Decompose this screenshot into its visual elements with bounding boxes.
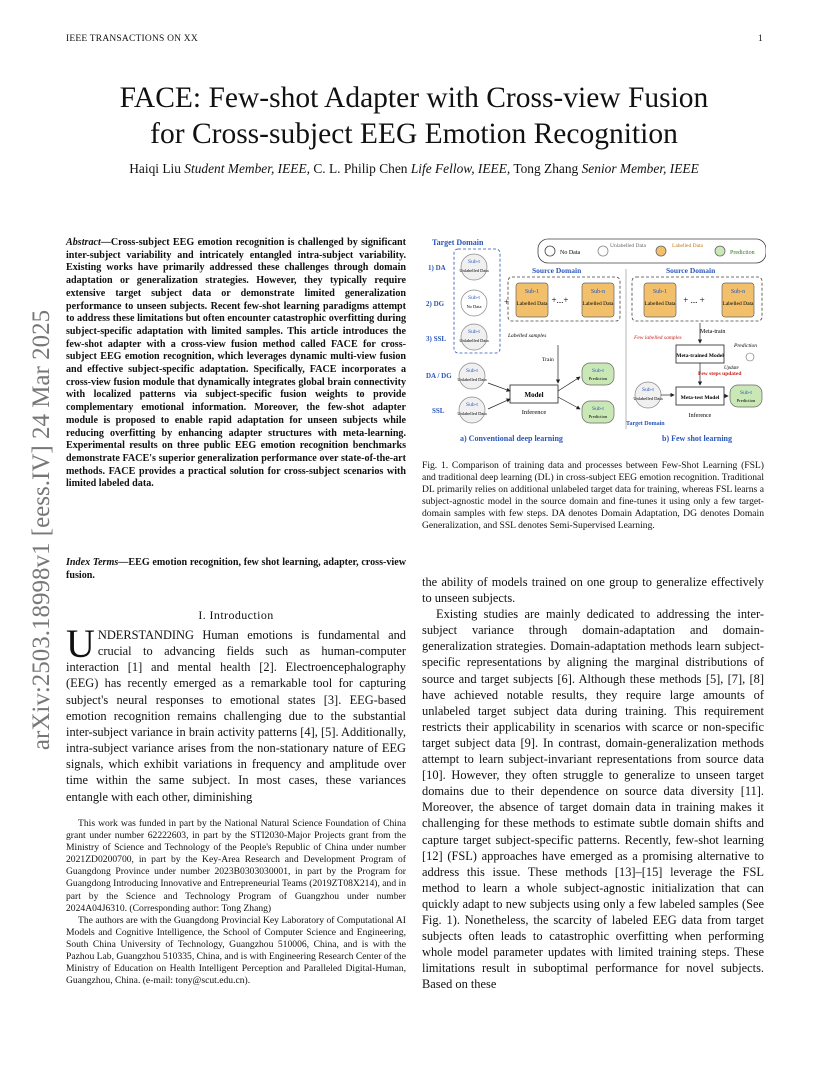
svg-text:Labelled Data: Labelled Data [582,301,614,307]
author-list: Haiqi Liu Student Member, IEEE, C. L. Philip Chen Life Fellow, IEEE, Tong Zhang Senior Member, IEEE [129,161,699,176]
svg-text:Sub-1: Sub-1 [652,289,668,295]
svg-text:Sub-t: Sub-t [740,390,752,396]
svg-text:Meta-test Model: Meta-test Model [680,395,720,401]
labelled-samples-label: Labelled samples [508,333,547,339]
svg-text:Labelled Data: Labelled Data [516,301,548,307]
target-domain-label: Target Domain [432,238,484,247]
legend-no-data: No Data [560,250,581,256]
svg-text:DA / DG: DA / DG [426,372,452,380]
svg-text:Labelled Data: Labelled Data [644,301,676,307]
label-a: a) Conventional deep learning [460,434,563,443]
svg-text:Sub-t: Sub-t [468,259,480,265]
svg-text:Inference: Inference [688,413,712,419]
svg-text:Sub-t: Sub-t [592,368,604,374]
source-domain-b: Source Domain [666,266,716,275]
row-dg: 2) DG [426,300,445,308]
svg-text:Unlabelled Data: Unlabelled Data [459,268,489,273]
svg-text:Few steps updated: Few steps updated [698,371,742,377]
svg-text:Sub-t: Sub-t [468,329,480,335]
svg-text:+...+: +...+ [551,295,569,305]
unlabelled-icon [598,246,608,256]
legend-unlabelled: Unlabelled Data [610,243,646,249]
paper-title: FACE: Few-shot Adapter with Cross-view Fusion for Cross-subject EEG Emotion Recognition [119,82,709,150]
journal-header: IEEE TRANSACTIONS ON XX [66,34,198,44]
row-da: 1) DA [428,264,446,272]
svg-text:Prediction: Prediction [734,343,758,349]
page-number: 1 [758,34,763,44]
svg-text:Unlabelled Data: Unlabelled Data [457,377,487,382]
svg-text:Target Domain: Target Domain [626,421,665,427]
prediction-icon [715,246,725,256]
section-heading: I. Introduction [198,608,274,622]
svg-text:No Data: No Data [466,304,482,309]
svg-text:Sub-1: Sub-1 [524,289,540,295]
row-ssl: 3) SSL [426,335,447,343]
intro-paragraph: UNDERSTANDING Human emotions is fundamental and crucial to advancing fields such as human-computer interaction [1] and mental health [2]. Electroencephalography (EEG) has recently emerged as a remarkable tool for capturing subject's neural responses to emotional states [3]. EEG-based emotion recognition remains challenging due to the substantial inter-subject variance in brain activity patterns [4], [5]. Additionally, intra-subject variance arises from the non-stationary nature of EEG signals, which exhibit variations in frequency and amplitude over time within the same subject. In most cases, these variances entangle with each other, diminishing [66,621,406,804]
figure-1 [422,233,766,445]
svg-text:Model: Model [524,391,544,399]
svg-text:Sub-t: Sub-t [592,406,604,412]
svg-text:SSL: SSL [432,407,445,415]
no-data-icon [545,246,555,256]
index-terms: Index Terms—EEG emotion recognition, few shot learning, adapter, cross-view fusion. [66,557,406,581]
figure-caption: Fig. 1. Comparison of training data and processes between Few-Shot Learning (FSL) and traditional deep learning (DL) in cross-subject EEG emotion recognition. Traditional DL primarily relies on additional unlabeled target data for training, whereas FSL learns a subject-agnostic model in the source domain and fine-tunes it using only a few target-domain samples with few steps. DA denotes Domain Adaptation, DG denotes Domain Generalization, and SSL denotes Semi-Supervised Learning. [422,460,764,532]
svg-text:Labelled Data: Labelled Data [722,301,754,307]
svg-text:Update: Update [724,366,739,371]
drop-cap: U [66,621,95,666]
svg-text:Meta-train: Meta-train [700,329,726,335]
svg-text:Sub-n: Sub-n [590,289,606,295]
svg-text:Unlabelled Data: Unlabelled Data [457,411,487,416]
svg-text:Few labelled samples: Few labelled samples [634,335,682,341]
svg-text:Inference: Inference [521,409,547,416]
footnote: This work was funded in part by the National Natural Science Foundation of China grant under number 62222603, in part by the STI2030-Major Projects grant from the Ministry of Science and Technology of the People's Republic of China under number 2021ZD0200700, in part by the Key-Area Research and Development Program of Guangdong Province under number 2023B0303030001, in part by the Program for Guangdong Introducing Innovative and Entrepreneurial Teams (2019ZT08X214), and in part by the Science and Technology Program of Guangzhou under number 2024A04J6310. (Corresponding author: Tong Zhang) The authors are with the Guangdong Provincial Key Laboratory of Computational AI Models and Cognitive Intelligence, the School of Computer Science and Engineering, South China University of Technology, Guangzhou 510006, China, and is with the Pazhou Lab, Guangzhou 510335, China, and is with Engineering Research Center of the Ministry of Education on Health Intelligent Perception and Paralleled Digital-Human, Guangzhou, China. (e-mail: tony@scut.edu.cn). [66,818,406,987]
labelled-icon [656,246,666,256]
label-b: b) Few shot learning [662,434,732,443]
svg-text:+: + [504,297,510,307]
right-column-text: the ability of models trained on one group to generalize effectively to unseen subjects. Existing studies are mainly dedicated to addressing the inter-subject variance through domain-adaptation and domain-generalization strategies. Domain-adaptation methods learn subject-specific representations by aligning the marginal distributions of source and target subjects [6]. Although these methods [5], [7], [8] have achieved notable results, they require large amounts of unlabeled target subject data during training. This requirement restricts their applicability in scenarios with scarce or non-specific target subject data [9]. In contrast, domain-generalization methods attempt to learn subject-invariant representations from source data [10]. However, they often struggle to generalize to unseen target domains due to their dependence on source data diversity [11]. Moreover, the absence of target domain data in training makes it challenging for these methods to estimate subtle domain shifts and capture target subject-specific patterns. Recently, few-shot learning [12] (FSL) approaches have emerged as a promising alternative to address this issue. These methods [13]–[15] leverage the FSL method to learn a whole subject-agnostic initialization that can quickly adapt to new subjects using only a few labeled samples (See Fig. 1). Nonetheless, the scarcity of labeled EEG data from target subjects often leads to catastrophic overfitting when performing whole model parameter updates with limited training steps. These limitations result in suboptimal performance for novel subjects. Based on these [422,575,764,992]
svg-text:Unlabelled Data: Unlabelled Data [459,338,489,343]
svg-text:Sub-t: Sub-t [466,368,478,374]
svg-text:Sub-t: Sub-t [468,295,480,301]
svg-text:Prediction: Prediction [588,414,608,419]
svg-text:Train: Train [542,357,554,363]
svg-text:Sub-n: Sub-n [730,289,746,295]
svg-text:Prediction: Prediction [588,376,608,381]
legend-labelled: Labelled Data [672,243,703,249]
svg-text:Sub-t: Sub-t [642,387,654,393]
legend-prediction: Prediction [730,250,755,256]
abstract: Abstract—Cross-subject EEG emotion recognition is challenged by significant inter-subject variability and intricately entangled intra-subject variability. Existing works have primarily addressed these challenges through domain adaptation or generalization strategies. However, they typically require extensive target subject data or demonstrate limited generalization performance to unseen subjects. Recent few-shot learning paradigms attempt to address these limitations but often encounter catastrophic overfitting during subject-specific adaptation with limited samples. This article introduces the few-shot adapter with a cross-view fusion method called FACE for cross-subject EEG emotion recognition, which leverages dynamic multi-view fusion and effective subject-specific adaptation. Specifically, FACE incorporates a cross-view fusion module that dynamically integrates global brain connectivity with localized patterns via subject-specific fusion weights to provide complementary emotional information. Moreover, the few-shot adapter module is proposed to enable rapid adaptation for unseen subjects while reducing overfitting by enhancing adapter structures with meta-learning. Experimental results on three public EEG emotion recognition benchmarks demonstrate FACE's superior generalization performance over state-of-the-art methods. FACE provides a practical solution for cross-subject scenarios with limited labeled data. [66,237,406,490]
svg-text:Unlabelled Data: Unlabelled Data [633,396,663,401]
svg-text:Prediction: Prediction [736,398,756,403]
svg-text:Meta-trained Model: Meta-trained Model [676,353,724,359]
svg-text:Sub-t: Sub-t [466,402,478,408]
arxiv-watermark: arXiv:2503.18998v1 [eess.IV] 24 Mar 2025 [28,309,55,751]
source-domain-a: Source Domain [532,266,582,275]
svg-text:+ ... +: + ... + [683,295,705,305]
